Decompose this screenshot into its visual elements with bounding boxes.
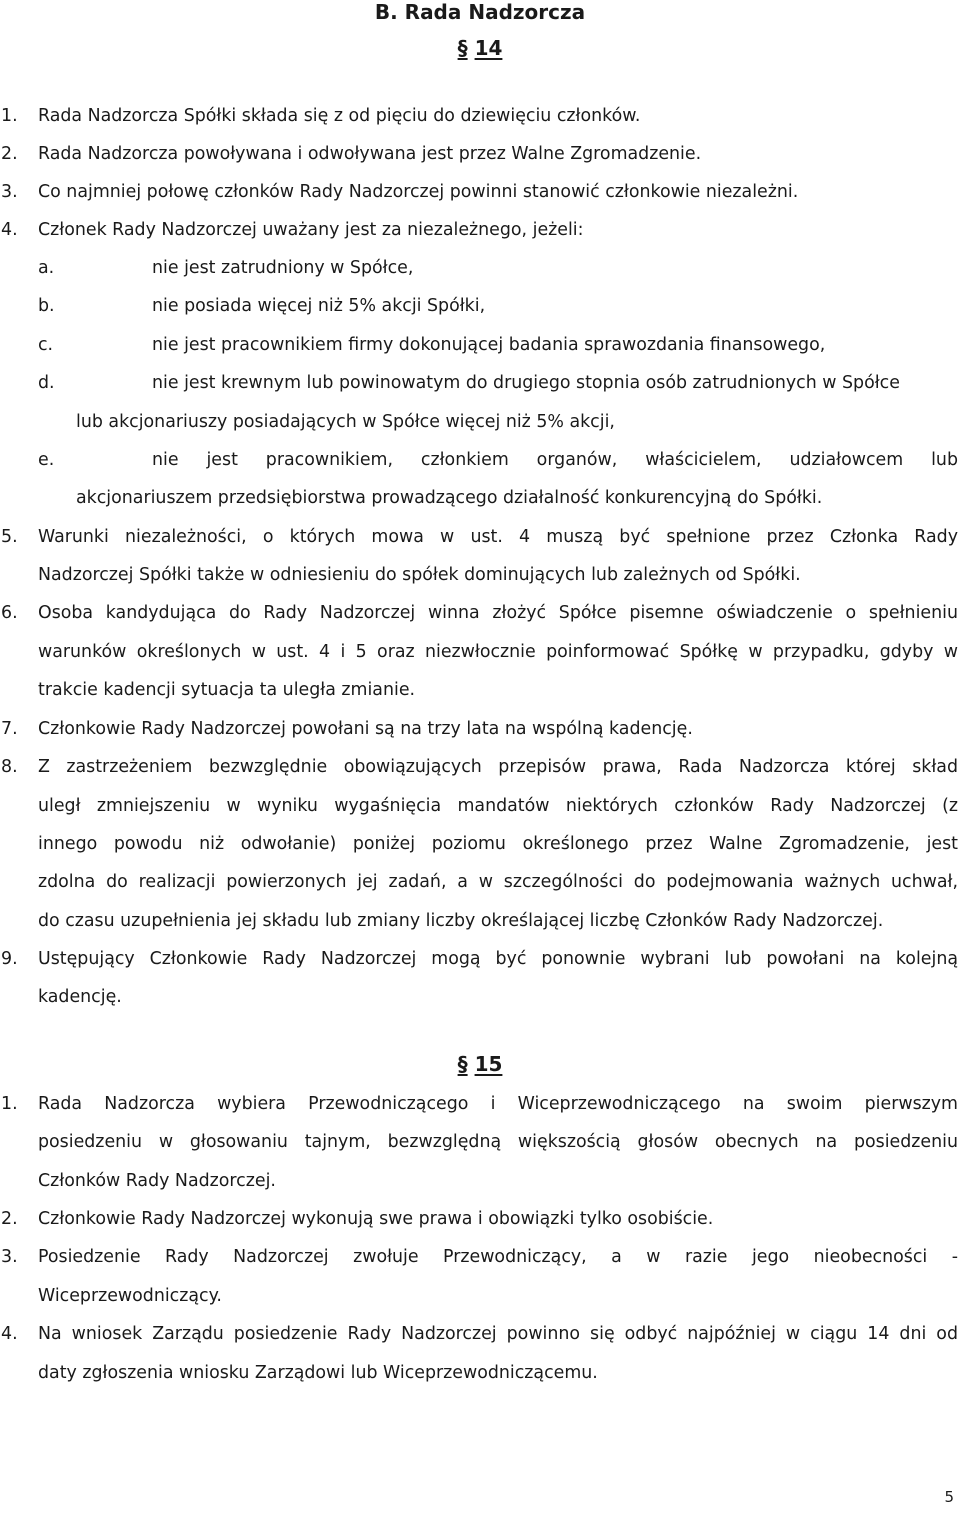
sub-item-text: nie jest pracownikiem, członkiem organów, właścicielem, udziałowcem lub xyxy=(152,450,958,470)
section-heading-14 xyxy=(0,36,960,60)
item-number: 4. xyxy=(1,220,18,240)
item-text: Co najmniej połowę członków Rady Nadzorczej powinni stanowić członkowie niezależni. xyxy=(38,182,799,202)
sub-item-continuation: akcjonariuszem przedsiębiorstwa prowadzącego działalność konkurencyjną do Spółki. xyxy=(76,488,823,508)
item-text-line: Osoba kandydująca do Rady Nadzorczej winna złożyć Spółce pisemne oświadczenie o spełnieniu xyxy=(38,603,958,623)
item-number: 4. xyxy=(1,1324,18,1344)
sub-item-letter: d. xyxy=(38,373,55,393)
item-text-line: Wiceprzewodniczący. xyxy=(38,1286,222,1306)
item-text-line: Członkowie Rady Nadzorczej powołani są na trzy lata na wspólną kadencję. xyxy=(38,719,693,739)
item-text-line: daty zgłoszenia wniosku Zarządowi lub Wiceprzewodniczącemu. xyxy=(38,1363,598,1383)
sub-item-letter: e. xyxy=(38,450,55,470)
item-text: Rada Nadzorcza powoływana i odwoływana jest przez Walne Zgromadzenie. xyxy=(38,144,702,164)
item-text: Rada Nadzorcza Spółki składa się z od pięciu do dziewięciu członków. xyxy=(38,106,641,126)
item-text-line: Członków Rady Nadzorczej. xyxy=(38,1171,276,1191)
item-number: 2. xyxy=(1,1209,18,1229)
item-text-line: Posiedzenie Rady Nadzorczej zwołuje Przewodniczący, a w razie jego nieobecności - xyxy=(38,1247,958,1267)
item-text-line: Warunki niezależności, o których mowa w ust. 4 muszą być spełnione przez Członka Rady xyxy=(38,527,958,547)
item-text-line: Członkowie Rady Nadzorczej wykonują swe prawa i obowiązki tylko osobiście. xyxy=(38,1209,714,1229)
sub-item-letter: b. xyxy=(38,296,55,316)
item-number: 5. xyxy=(1,527,18,547)
item-number: 8. xyxy=(1,757,18,777)
item-text-line: Nadzorczej Spółki także w odniesieniu do spółek dominujących lub zależnych od Spółki. xyxy=(38,565,801,585)
item-text-line: Na wniosek Zarządu posiedzenie Rady Nadzorczej powinno się odbyć najpóźniej w ciągu 14 dni od xyxy=(38,1324,958,1344)
sub-item-letter: c. xyxy=(38,335,54,355)
section-number: 14 xyxy=(474,36,503,60)
item-number: 9. xyxy=(1,949,18,969)
sub-item-text: nie posiada więcej niż 5% akcji Spółki, xyxy=(152,296,486,316)
item-text: Członek Rady Nadzorczej uważany jest za niezależnego, jeżeli: xyxy=(38,220,584,240)
item-text-line: kadencję. xyxy=(38,987,122,1007)
item-text-line: warunków określonych w ust. 4 i 5 oraz niezwłocznie poinformować Spółkę w przypadku, gdyby w xyxy=(38,642,958,662)
section-sign: § xyxy=(457,36,468,60)
item-text-line: Rada Nadzorcza wybiera Przewodniczącego i Wiceprzewodniczącego na swoim pierwszym xyxy=(38,1094,958,1114)
section-sign: § xyxy=(457,1052,468,1076)
item-text-line: zdolna do realizacji powierzonych jej zadań, a w szczególności do podejmowania ważnych uchwał, xyxy=(38,872,958,892)
section-heading-15 xyxy=(0,1052,960,1076)
item-number: 7. xyxy=(1,719,18,739)
section-number: 15 xyxy=(474,1052,503,1076)
item-number: 1. xyxy=(1,106,18,126)
item-text-line: uległ zmniejszeniu w wyniku wygaśnięcia mandatów niektórych członków Rady Nadzorczej (z xyxy=(38,796,958,816)
item-text-line: Z zastrzeżeniem bezwzględnie obowiązujących przepisów prawa, Rada Nadzorcza której skład xyxy=(38,757,958,777)
sub-item-letter: a. xyxy=(38,258,55,278)
item-text-line: trakcie kadencji sytuacja ta uległa zmianie. xyxy=(38,680,416,700)
item-number: 2. xyxy=(1,144,18,164)
sub-item-continuation: lub akcjonariuszy posiadających w Spółce więcej niż 5% akcji, xyxy=(76,412,615,432)
item-number: 1. xyxy=(1,1094,18,1114)
page-number: 5 xyxy=(944,1488,954,1506)
item-text-line: posiedzeniu w głosowaniu tajnym, bezwzględną większością głosów obecnych na posiedzeniu xyxy=(38,1132,958,1152)
sub-item-text: nie jest krewnym lub powinowatym do drugiego stopnia osób zatrudnionych w Spółce xyxy=(152,373,900,393)
item-number: 3. xyxy=(1,1247,18,1267)
section-title: B. Rada Nadzorcza xyxy=(374,0,586,24)
item-number: 6. xyxy=(1,603,18,623)
item-text-line: do czasu uzupełnienia jej składu lub zmiany liczby określającej liczbę Członków Rady Nadzorczej. xyxy=(38,911,884,931)
item-number: 3. xyxy=(1,182,18,202)
item-text-line: innego powodu niż odwołanie) poniżej poziomu określonego przez Walne Zgromadzenie, jest xyxy=(38,834,958,854)
sub-item-text: nie jest pracownikiem firmy dokonującej badania sprawozdania finansowego, xyxy=(152,335,826,355)
sub-item-text: nie jest zatrudniony w Spółce, xyxy=(152,258,414,278)
item-text-line: Ustępujący Członkowie Rady Nadzorczej mogą być ponownie wybrani lub powołani na kolejną xyxy=(38,949,958,969)
